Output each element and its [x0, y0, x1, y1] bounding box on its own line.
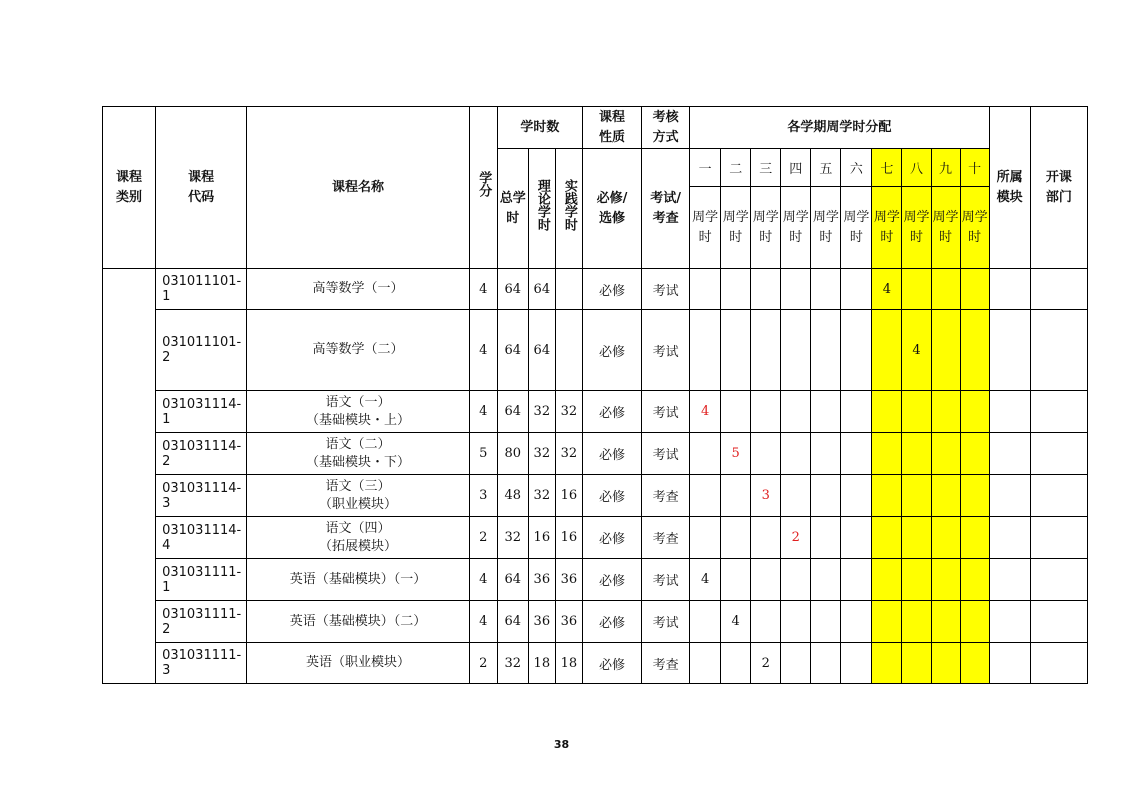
module-cell	[989, 310, 1030, 391]
module-cell	[989, 269, 1030, 310]
semester-hours	[751, 559, 781, 601]
semester-hours	[811, 517, 841, 559]
semester-hours	[872, 475, 902, 517]
header-nature-bottom: 必修/ 选修	[582, 149, 641, 269]
semester-hours	[902, 643, 931, 684]
header-category: 课程 类别	[103, 107, 156, 269]
hours-theory: 18	[528, 643, 555, 684]
course-code: 031031111-3	[156, 643, 247, 684]
semester-hours	[931, 643, 960, 684]
module-cell	[989, 475, 1030, 517]
semester-hours	[960, 643, 989, 684]
course-credit: 4	[469, 310, 497, 391]
hours-total: 64	[497, 269, 528, 310]
dept-cell	[1030, 475, 1087, 517]
hours-practice: 16	[555, 517, 582, 559]
header-semester-group: 各学期周学时分配	[690, 107, 989, 149]
semester-hours	[811, 391, 841, 433]
semester-hours	[872, 433, 902, 475]
semester-hours	[690, 475, 721, 517]
semester-hours	[751, 433, 781, 475]
semester-hours	[721, 517, 751, 559]
semester-hours	[721, 310, 751, 391]
semester-unit: 周学 时	[872, 187, 902, 269]
semester-unit: 周学 时	[781, 187, 811, 269]
semester-hours	[902, 433, 931, 475]
hours-practice: 16	[555, 475, 582, 517]
table-row	[103, 433, 1088, 475]
semester-hours	[902, 269, 931, 310]
hours-theory: 36	[528, 559, 555, 601]
header-exam-top: 考核 方式	[642, 107, 690, 149]
course-code: 031031114-2	[156, 433, 247, 475]
semester-hours	[811, 475, 841, 517]
exam-type: 考试	[642, 433, 690, 475]
hours-total: 32	[497, 643, 528, 684]
hours-theory: 32	[528, 475, 555, 517]
module-cell	[989, 391, 1030, 433]
course-name: 语文（一） （基础模块・上）	[247, 391, 469, 433]
hours-theory: 32	[528, 391, 555, 433]
semester-label: 十	[960, 149, 989, 187]
hours-theory: 16	[528, 517, 555, 559]
dept-cell	[1030, 643, 1087, 684]
semester-hours: 4	[690, 559, 721, 601]
semester-hours: 4	[902, 310, 931, 391]
semester-hours	[721, 643, 751, 684]
semester-hours	[902, 559, 931, 601]
header-hours-group: 学时数	[497, 107, 582, 149]
hours-practice: 18	[555, 643, 582, 684]
course-nature: 必修	[582, 559, 641, 601]
course-schedule-table	[102, 106, 1088, 684]
table-row	[103, 643, 1088, 684]
hours-total: 48	[497, 475, 528, 517]
exam-type: 考试	[642, 269, 690, 310]
semester-hours: 4	[872, 269, 902, 310]
course-code: 031031114-1	[156, 391, 247, 433]
header-nature-top: 课程 性质	[582, 107, 641, 149]
semester-hours: 2	[751, 643, 781, 684]
semester-hours	[902, 517, 931, 559]
semester-hours	[811, 559, 841, 601]
exam-type: 考试	[642, 391, 690, 433]
semester-unit: 周学 时	[751, 187, 781, 269]
semester-hours	[931, 601, 960, 643]
header-hours-theory: 理论学时	[528, 149, 555, 269]
exam-type: 考试	[642, 310, 690, 391]
course-nature: 必修	[582, 433, 641, 475]
semester-hours	[721, 559, 751, 601]
semester-unit: 周学 时	[690, 187, 721, 269]
semester-label: 一	[690, 149, 721, 187]
hours-total: 64	[497, 310, 528, 391]
semester-hours	[960, 559, 989, 601]
header-name: 课程名称	[247, 107, 469, 269]
hours-practice	[555, 310, 582, 391]
semester-unit: 周学 时	[960, 187, 989, 269]
semester-hours	[781, 269, 811, 310]
table-row	[103, 475, 1088, 517]
hours-total: 80	[497, 433, 528, 475]
semester-label: 二	[721, 149, 751, 187]
header-credit: 学分	[469, 107, 497, 269]
course-code: 031031111-1	[156, 559, 247, 601]
semester-hours	[690, 643, 721, 684]
hours-practice	[555, 269, 582, 310]
course-credit: 2	[469, 517, 497, 559]
dept-cell	[1030, 517, 1087, 559]
semester-hours	[902, 391, 931, 433]
hours-practice: 32	[555, 391, 582, 433]
semester-hours	[751, 601, 781, 643]
semester-hours	[811, 601, 841, 643]
semester-hours	[811, 269, 841, 310]
semester-hours	[960, 433, 989, 475]
semester-hours	[841, 391, 872, 433]
semester-hours	[841, 601, 872, 643]
table-body	[103, 269, 1088, 684]
course-credit: 4	[469, 559, 497, 601]
semester-unit: 周学 时	[721, 187, 751, 269]
course-credit: 3	[469, 475, 497, 517]
semester-hours	[931, 475, 960, 517]
hours-practice: 36	[555, 601, 582, 643]
table-row	[103, 310, 1088, 391]
module-cell	[989, 517, 1030, 559]
semester-unit: 周学 时	[931, 187, 960, 269]
semester-hours: 4	[721, 601, 751, 643]
dept-cell	[1030, 559, 1087, 601]
hours-theory: 32	[528, 433, 555, 475]
semester-hours	[841, 269, 872, 310]
exam-type: 考试	[642, 601, 690, 643]
semester-hours	[781, 391, 811, 433]
semester-hours	[690, 517, 721, 559]
hours-theory: 64	[528, 269, 555, 310]
semester-hours	[841, 643, 872, 684]
semester-hours	[872, 391, 902, 433]
semester-hours	[811, 433, 841, 475]
hours-total: 64	[497, 391, 528, 433]
course-code: 031031114-3	[156, 475, 247, 517]
exam-type: 考查	[642, 475, 690, 517]
header-hours-practice: 实践学时	[555, 149, 582, 269]
semester-hours	[931, 559, 960, 601]
semester-hours: 4	[690, 391, 721, 433]
course-nature: 必修	[582, 601, 641, 643]
course-nature: 必修	[582, 517, 641, 559]
semester-hours	[931, 517, 960, 559]
semester-hours	[690, 310, 721, 391]
semester-hours	[960, 269, 989, 310]
course-name: 高等数学（二）	[247, 310, 469, 391]
semester-hours	[902, 475, 931, 517]
semester-hours	[931, 433, 960, 475]
semester-hours	[781, 310, 811, 391]
hours-total: 64	[497, 559, 528, 601]
semester-hours	[811, 643, 841, 684]
course-nature: 必修	[582, 391, 641, 433]
exam-type: 考查	[642, 643, 690, 684]
module-cell	[989, 433, 1030, 475]
page-number: 38	[553, 738, 570, 751]
semester-hours	[931, 391, 960, 433]
course-credit: 4	[469, 269, 497, 310]
hours-practice: 32	[555, 433, 582, 475]
semester-hours	[960, 475, 989, 517]
semester-hours	[841, 559, 872, 601]
semester-hours	[721, 475, 751, 517]
course-nature: 必修	[582, 643, 641, 684]
semester-hours	[781, 559, 811, 601]
dept-cell	[1030, 601, 1087, 643]
semester-label: 五	[811, 149, 841, 187]
semester-hours	[781, 601, 811, 643]
semester-hours	[751, 517, 781, 559]
course-nature: 必修	[582, 475, 641, 517]
dept-cell	[1030, 310, 1087, 391]
semester-hours	[960, 391, 989, 433]
course-name: 英语（基础模块）（一）	[247, 559, 469, 601]
semester-hours	[872, 601, 902, 643]
course-credit: 2	[469, 643, 497, 684]
exam-type: 考试	[642, 559, 690, 601]
semester-hours	[751, 310, 781, 391]
header-exam-bottom: 考试/ 考查	[642, 149, 690, 269]
semester-hours: 3	[751, 475, 781, 517]
semester-hours	[872, 517, 902, 559]
table-row	[103, 601, 1088, 643]
exam-type: 考查	[642, 517, 690, 559]
semester-hours	[841, 517, 872, 559]
table-row	[103, 269, 1088, 310]
semester-hours	[690, 601, 721, 643]
table-row	[103, 517, 1088, 559]
course-code: 031011101-1	[156, 269, 247, 310]
semester-hours	[781, 643, 811, 684]
module-cell	[989, 601, 1030, 643]
semester-hours	[872, 559, 902, 601]
semester-label: 七	[872, 149, 902, 187]
semester-unit: 周学 时	[841, 187, 872, 269]
semester-hours	[751, 269, 781, 310]
course-nature: 必修	[582, 310, 641, 391]
semester-hours	[781, 475, 811, 517]
semester-hours	[751, 391, 781, 433]
semester-hours	[811, 310, 841, 391]
semester-hours	[872, 310, 902, 391]
semester-label: 三	[751, 149, 781, 187]
module-cell	[989, 643, 1030, 684]
semester-hours	[960, 601, 989, 643]
semester-hours	[841, 433, 872, 475]
hours-theory: 36	[528, 601, 555, 643]
semester-hours: 2	[781, 517, 811, 559]
course-credit: 4	[469, 391, 497, 433]
semester-hours	[902, 601, 931, 643]
semester-unit: 周学 时	[811, 187, 841, 269]
dept-cell	[1030, 269, 1087, 310]
semester-label: 八	[902, 149, 931, 187]
course-code: 031031111-2	[156, 601, 247, 643]
semester-hours	[841, 310, 872, 391]
semester-hours	[872, 643, 902, 684]
course-code: 031031114-4	[156, 517, 247, 559]
semester-hours: 5	[721, 433, 751, 475]
semester-hours	[960, 310, 989, 391]
semester-hours	[841, 475, 872, 517]
course-name: 语文（二） （基础模块・下）	[247, 433, 469, 475]
course-name: 语文（三） （职业模块）	[247, 475, 469, 517]
table-row	[103, 559, 1088, 601]
course-nature: 必修	[582, 269, 641, 310]
header-dept: 开课 部门	[1030, 107, 1087, 269]
hours-practice: 36	[555, 559, 582, 601]
semester-hours	[931, 310, 960, 391]
course-credit: 5	[469, 433, 497, 475]
course-name: 英语（基础模块）（二）	[247, 601, 469, 643]
course-name: 高等数学（一）	[247, 269, 469, 310]
dept-cell	[1030, 433, 1087, 475]
module-cell	[989, 559, 1030, 601]
semester-hours	[781, 433, 811, 475]
course-credit: 4	[469, 601, 497, 643]
hours-theory: 64	[528, 310, 555, 391]
category-cell	[103, 269, 156, 684]
header-hours-total: 总学 时	[497, 149, 528, 269]
header-code: 课程 代码	[156, 107, 247, 269]
semester-hours	[721, 269, 751, 310]
semester-label: 四	[781, 149, 811, 187]
hours-total: 32	[497, 517, 528, 559]
table-row	[103, 391, 1088, 433]
semester-label: 六	[841, 149, 872, 187]
header-module: 所属 模块	[989, 107, 1030, 269]
hours-total: 64	[497, 601, 528, 643]
semester-hours	[960, 517, 989, 559]
course-code: 031011101-2	[156, 310, 247, 391]
course-name: 语文（四） （拓展模块）	[247, 517, 469, 559]
semester-label: 九	[931, 149, 960, 187]
semester-hours	[690, 433, 721, 475]
semester-hours	[721, 391, 751, 433]
semester-unit: 周学 时	[902, 187, 931, 269]
course-name: 英语（职业模块）	[247, 643, 469, 684]
dept-cell	[1030, 391, 1087, 433]
semester-hours	[690, 269, 721, 310]
semester-hours	[931, 269, 960, 310]
